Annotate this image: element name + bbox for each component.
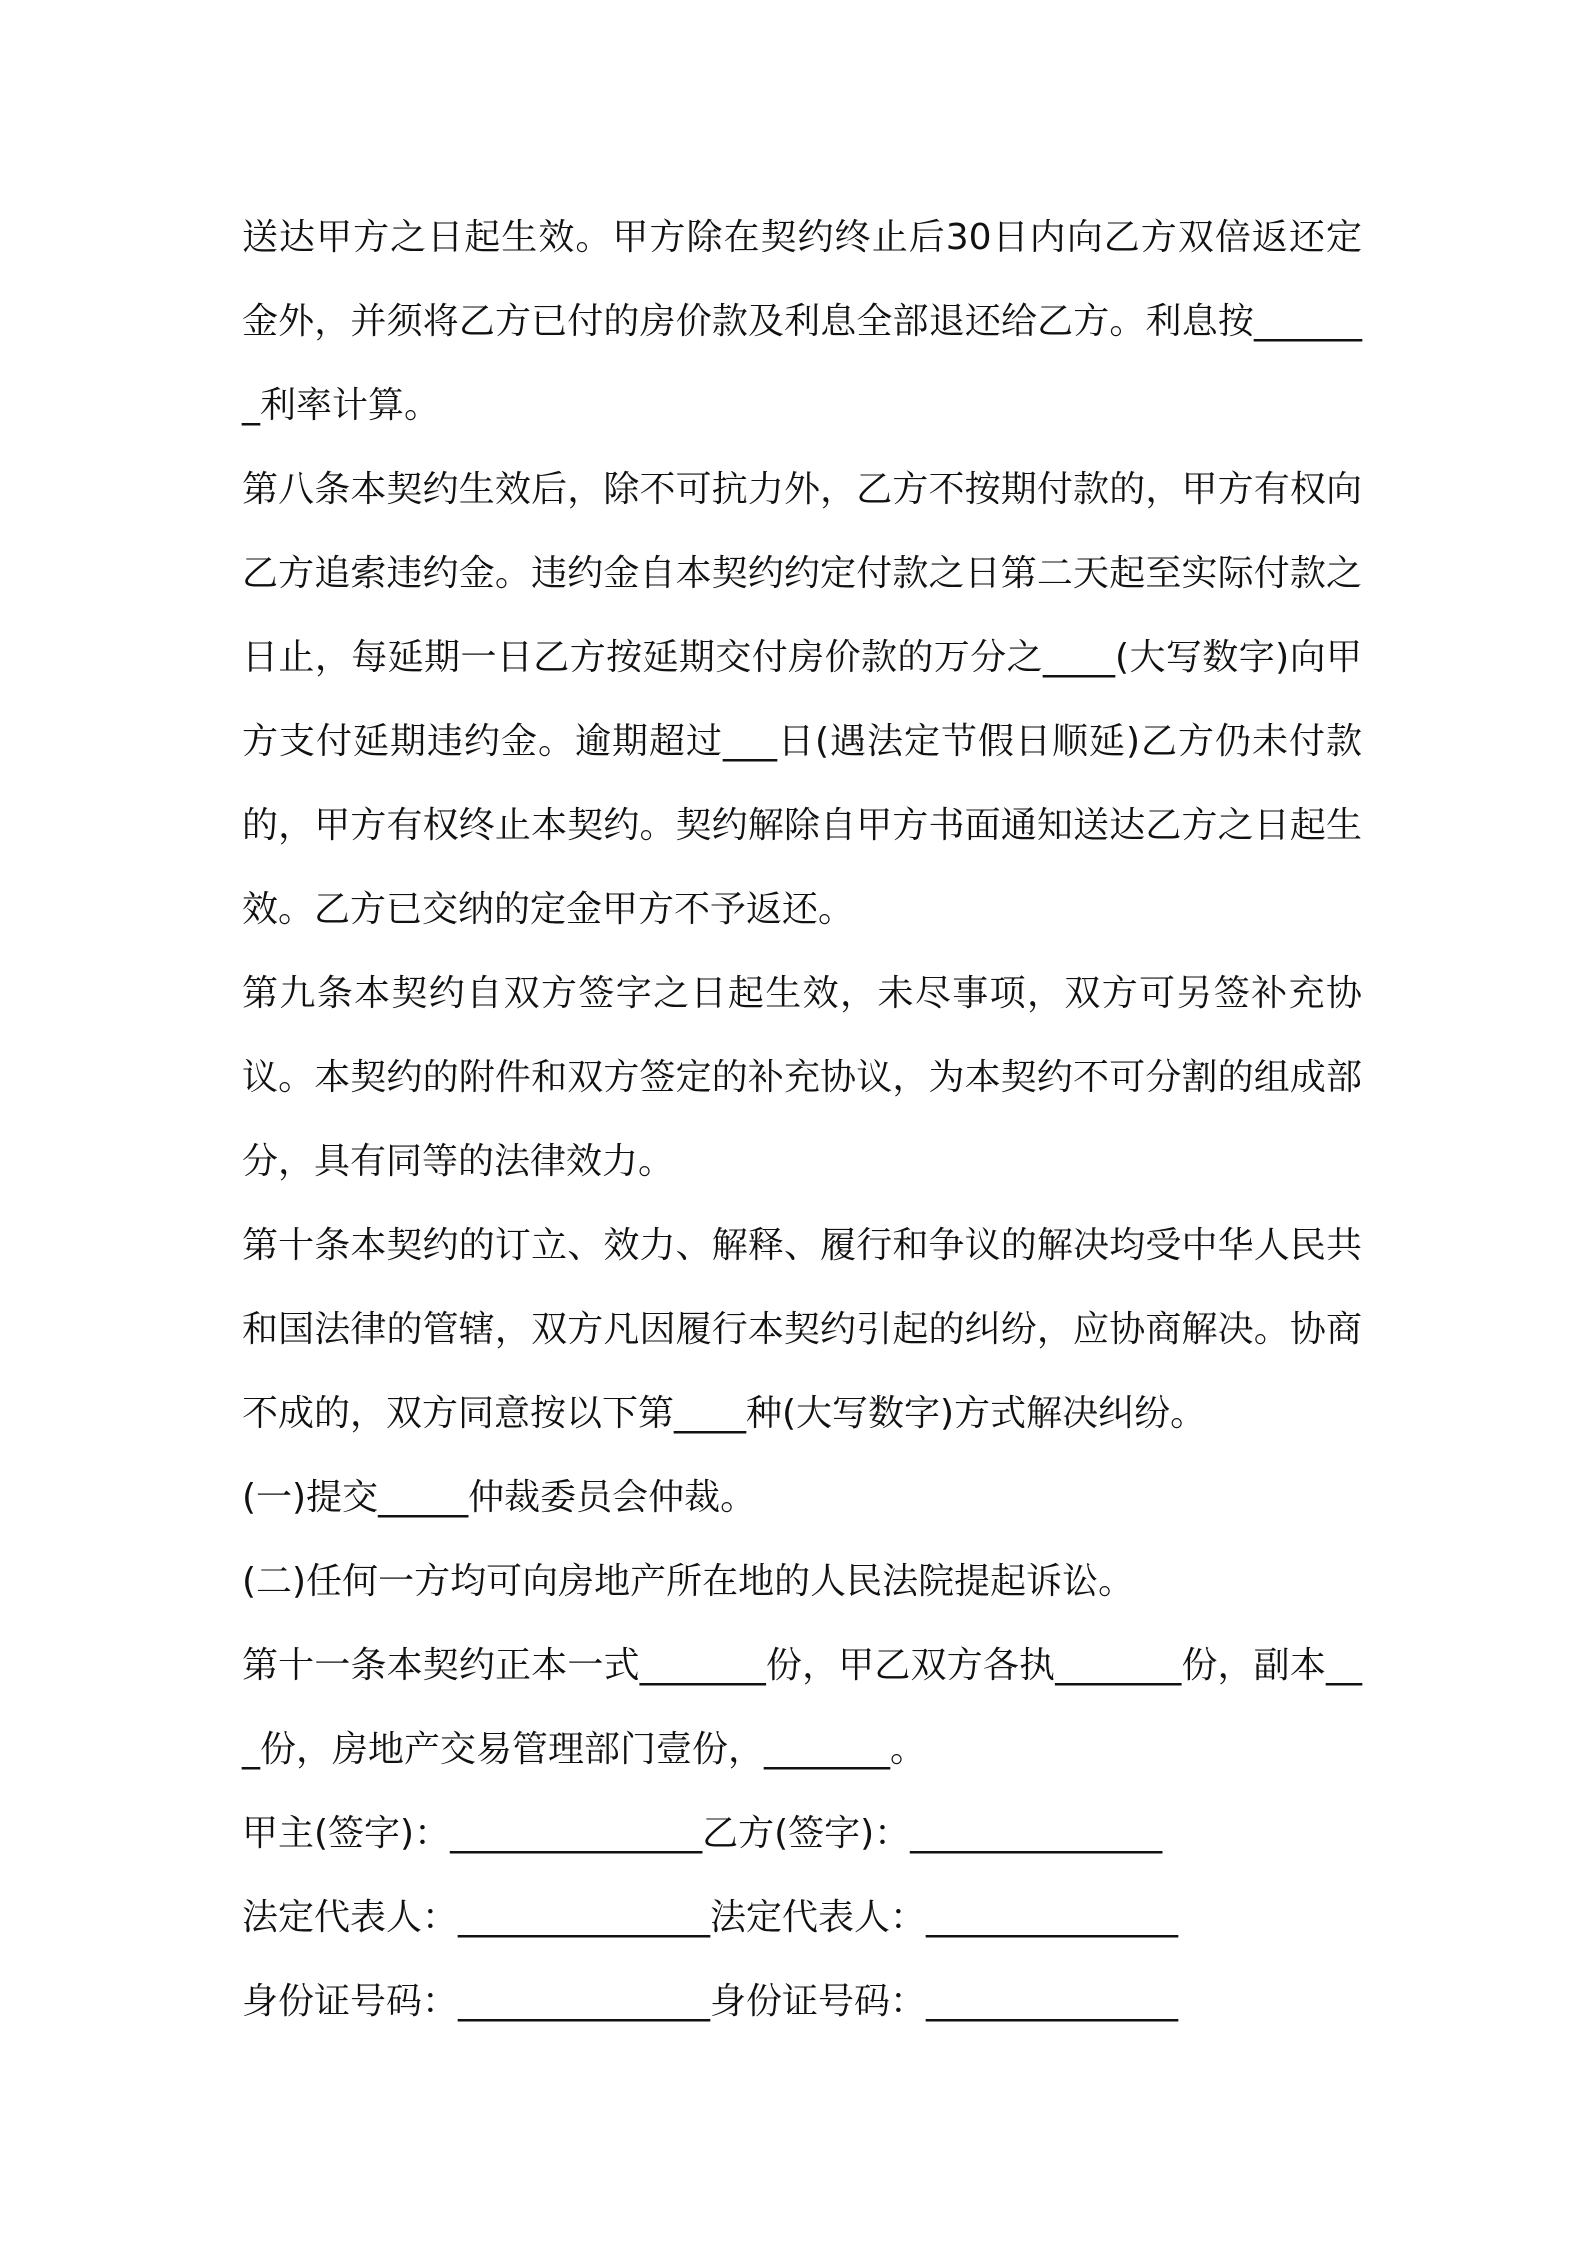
signature-row-legal-representative: 法定代表人：______________法定代表人：______________	[242, 1897, 1179, 1938]
paragraph-article-10: 第十条本契约的订立、效力、解释、履行和争议的解决均受中华人民共和国法律的管辖，双方凡因履行本契约引起的纠纷，应协商解决。协商不成的，双方同意按以下第____种(大写数字)方式解决纠纷。	[242, 1225, 1362, 1434]
paragraph-litigation-option: (二)任何一方均可向房地产所在地的人民法院提起诉讼。	[242, 1561, 1135, 1602]
paragraph-article-9: 第九条本契约自双方签字之日起生效，未尽事项，双方可另签补充协议。本契约的附件和双方签定的补充协议，为本契约不可分割的组成部分，具有同等的法律效力。	[242, 973, 1362, 1182]
contract-body	[242, 196, 1362, 2044]
signature-row-id-number: 身份证号码：______________身份证号码：______________	[242, 1981, 1179, 2022]
paragraph-termination-refund: 送达甲方之日起生效。甲方除在契约终止后30日内向乙方双倍返还定金外，并须将乙方已付的房价款及利息全部退还给乙方。利息按_______利率计算。	[242, 217, 1362, 426]
paragraph-article-11: 第十一条本契约正本一式_______份，甲乙双方各执_______份，副本___份，房地产交易管理部门壹份，_______。	[242, 1645, 1362, 1770]
signature-row-party: 甲主(签字)：______________乙方(签字)：______________	[242, 1813, 1163, 1854]
paragraph-arbitration-option: (一)提交_____仲裁委员会仲裁。	[242, 1477, 757, 1518]
paragraph-article-8: 第八条本契约生效后，除不可抗力外，乙方不按期付款的，甲方有权向乙方追索违约金。违约金自本契约约定付款之日第二天起至实际付款之日止，每延期一日乙方按延期交付房价款的万分之____(大写数字)向甲方支付延期违约金。逾期超过___日(遇法定节假日顺延)乙方仍未付款的，甲方有权终止本契约。契约解除自甲方书面通知送达乙方之日起生效。乙方已交纳的定金甲方不予返还。	[242, 469, 1362, 930]
